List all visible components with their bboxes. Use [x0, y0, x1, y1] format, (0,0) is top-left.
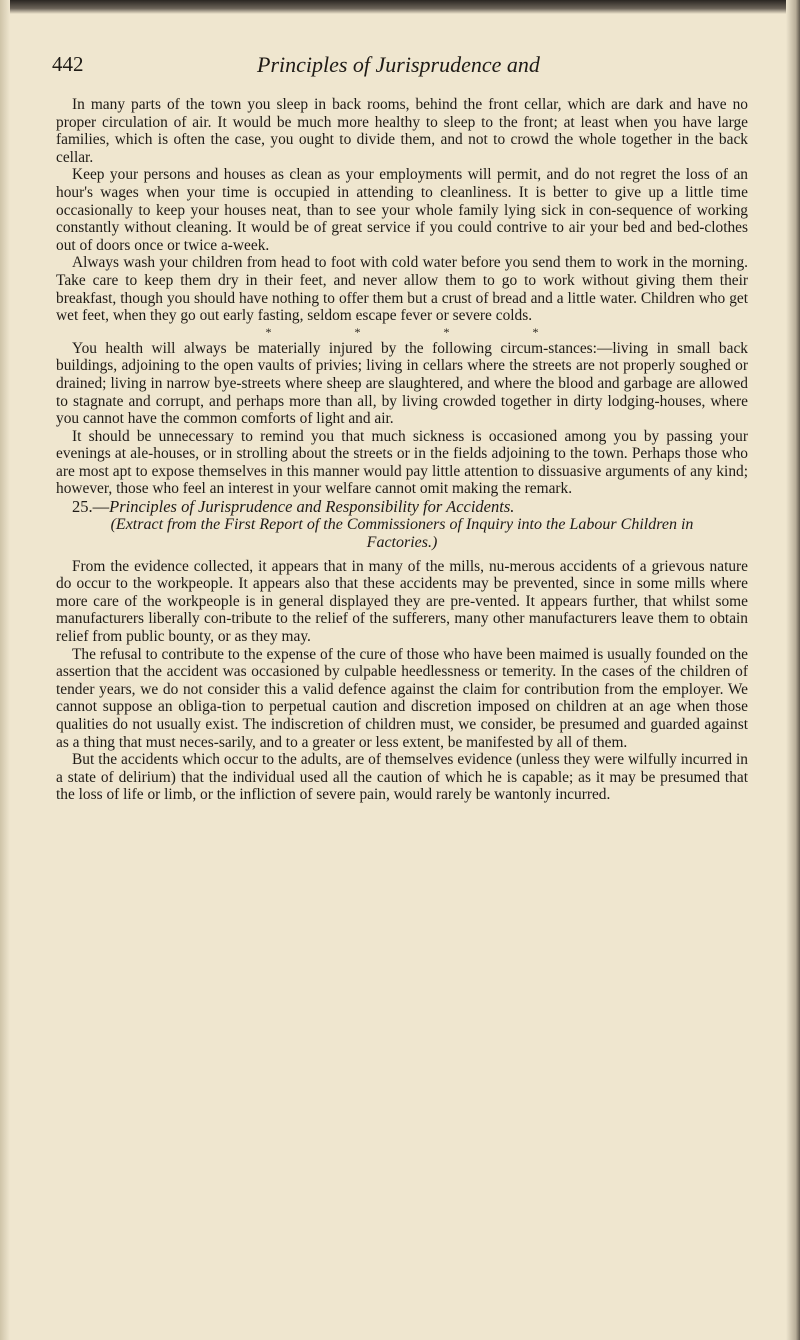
page-number: 442 — [52, 52, 84, 76]
page-body — [56, 96, 748, 804]
running-title: Principles of Jurisprudence and — [257, 52, 540, 77]
section-separator-stars: * * * * — [265, 324, 579, 339]
page-edge-shadow-left — [0, 0, 10, 1340]
paragraph: From the evidence collected, it appears that in many of the mills, nu-merous accidents of a grievous nature do occur to the workpeople. It appears also that these accidents may be prevented, since in some mills where more care of the workpeople is in general displayed they are pre-vented. It appears further, that whilst some manufacturers liberally con-tribute to the relief of the sufferers, many other manufacturers leave them to obtain relief from public bounty, or as they may. — [56, 557, 748, 646]
section-title: Principles of Jurisprudence and Responsibility for Accidents. — [109, 497, 515, 517]
section-number: 25.— — [72, 497, 110, 517]
paragraph: In many parts of the town you sleep in back rooms, behind the front cellar, which are dark and have no proper circulation of air. It would be much more healthy to sleep to the front; at least when you have large families, which is often the case, you ought to divide them, and not to crowd the whole together in the back cellar. — [56, 96, 748, 166]
page-edge-shadow-top — [0, 0, 800, 14]
paragraph: But the accidents which occur to the adults, are of themselves evidence (unless they were wilfully incurred in a state of delirium) that the individual used all the caution of which he is capable; as it may be presumed that the loss of life or limb, or the infliction of severe pain, would rarely be wantonly incurred. — [56, 751, 748, 804]
page-edge-shadow-right — [786, 0, 800, 1340]
paragraph: Keep your persons and houses as clean as your employments will permit, and do not regret the loss of an hour's wages when your time is occupied in attending to cleanliness. It is better to give up a little time occasionally to keep your houses neat, than to see your whole family lying sick in con-sequence of working constantly without cleaning. It would be of great service if you could contrive to air your bed and bed-clothes out of doors once or twice a-week. — [56, 166, 748, 254]
section-heading — [56, 498, 748, 516]
running-head — [52, 52, 742, 86]
paragraph: Always wash your children from head to foot with cold water before you send them to work in the morning. Take care to keep them dry in their feet, and never allow them to go to work without giving them their breakfast, though you should have nothing to offer them but a crust of bread and a little water. Children who get wet feet, when they go out early fasting, seldom escape fever or severe colds. — [56, 254, 748, 325]
paragraph: You health will always be materially injured by the following circum-stances:—living in small back buildings, adjoining to the open vaults of privies; living in cellars where the streets are not properly soughed or drained; living in narrow bye-streets where sheep are slaughtered, and where the blood and garbage are allowed to stagnate and corrupt, and perhaps more than all, by living crowded together in dirty lodging-houses, where you cannot have the common comforts of light and air. — [56, 339, 748, 428]
paragraph: It should be unnecessary to remind you that much sickness is occasioned among you by passing your evenings at ale-houses, or in strolling about the streets or in the fields adjoining to the town. Perhaps those who are most apt to expose themselves in this manner would pay little attention to dissuasive arguments of any kind; however, those who feel an interest in your welfare cannot omit making the remark. — [56, 427, 748, 498]
paragraph: The refusal to contribute to the expense of the cure of those who have been maimed is usually founded on the assertion that the accident was occasioned by culpable heedlessness or temerity. In the cases of the children of tender years, we do not consider this a valid defence against the claim for contribution from the employer. We cannot suppose an obliga-tion to perpetual caution and discretion imposed on children at an age when those qualities do not usually exist. The indiscretion of children must, we consider, be presumed and guarded against as a thing that must neces-sarily, and to a greater or less extent, be manifested by all of them. — [56, 645, 748, 751]
extract-note: (Extract from the First Report of the Commissioners of Inquiry into the Labour Children in Factories.) — [110, 515, 694, 551]
